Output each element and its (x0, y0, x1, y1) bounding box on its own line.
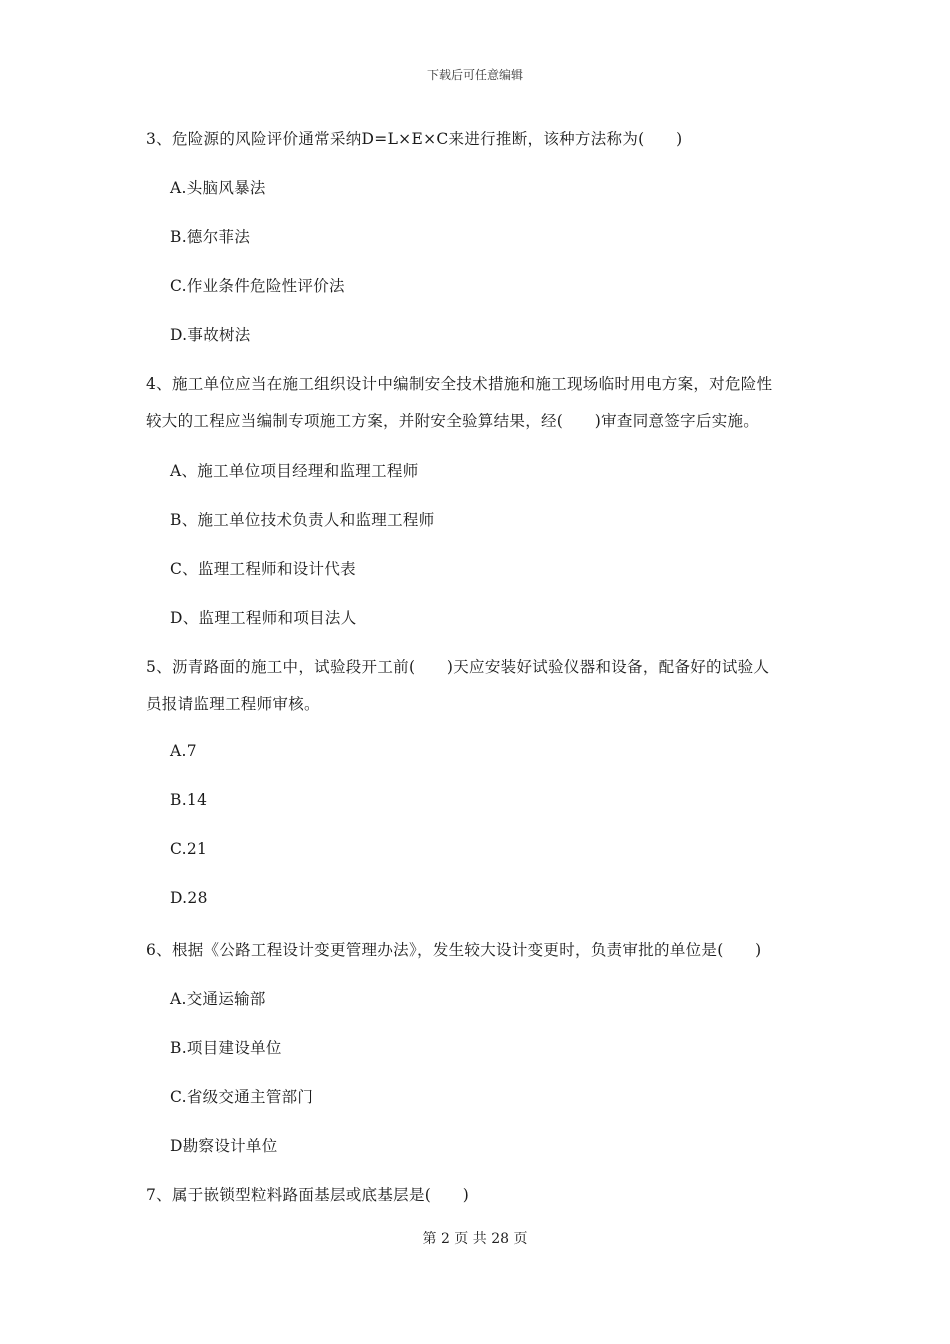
question-4-option-d: D、监理工程师和项目法人 (170, 609, 357, 627)
question-6-option-b: B.项目建设单位 (170, 1039, 282, 1057)
question-4-option-b: B、施工单位技术负责人和监理工程师 (170, 511, 435, 529)
question-4-text-line-2: 较大的工程应当编制专项施工方案，并附安全验算结果，经( )审查同意签字后实施。 (146, 412, 760, 430)
question-5-option-a: A.7 (170, 742, 197, 760)
question-5-option-c: C.21 (170, 840, 208, 858)
question-5-option-d: D.28 (170, 889, 208, 907)
question-4-option-c: C、监理工程师和设计代表 (170, 560, 356, 578)
question-6-option-c: C.省级交通主管部门 (170, 1088, 314, 1106)
question-3-option-b: B.德尔菲法 (170, 228, 251, 246)
question-3-option-d: D.事故树法 (170, 326, 251, 344)
page-header: 下载后可任意编辑 (426, 68, 523, 82)
question-4-text-line-1: 4、施工单位应当在施工组织设计中编制安全技术措施和施工现场临时用电方案，对危险性 (146, 375, 773, 393)
question-3-text: 3、危险源的风险评价通常采纳D=L×E×C来进行推断，该种方法称为( ) (146, 130, 683, 148)
question-6-option-d: D勘察设计单位 (170, 1137, 278, 1155)
question-6-option-a: A.交通运输部 (170, 990, 266, 1008)
question-6-text: 6、根据《公路工程设计变更管理办法》，发生较大设计变更时，负责审批的单位是( ) (146, 941, 762, 959)
page-footer: 第 2 页 共 28 页 (422, 1231, 528, 1247)
question-3-option-c: C.作业条件危险性评价法 (170, 277, 345, 295)
question-5-option-b: B.14 (170, 791, 208, 809)
question-7-text: 7、属于嵌锁型粒料路面基层或底基层是( ) (146, 1186, 470, 1204)
question-4-option-a: A、施工单位项目经理和监理工程师 (170, 462, 419, 480)
question-5-text-line-1: 5、沥青路面的施工中，试验段开工前( )天应安装好试验仪器和设备，配备好的试验人 (146, 658, 770, 676)
question-3-option-a: A.头脑风暴法 (170, 179, 266, 197)
question-5-text-line-2: 员报请监理工程师审核。 (146, 695, 320, 713)
